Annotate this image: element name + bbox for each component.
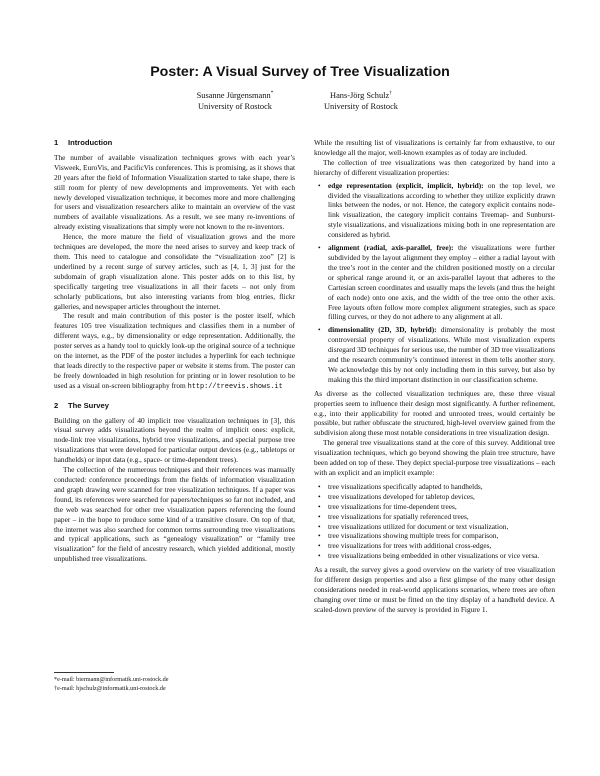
property-list — [314, 181, 555, 385]
list-item: • tree visualizations developed for tabletop devices, — [314, 492, 555, 502]
paper-title: Poster: A Visual Survey of Tree Visualization — [150, 64, 450, 80]
section-heading-introduction: 1 Introduction — [54, 138, 113, 147]
author-block-2 — [276, 88, 446, 112]
list-item: • tree visualizations for spatially referenced trees, — [314, 512, 555, 522]
survey-paragraph-4: As diverse as the collected visualization techniques are, these three visual properties seem to influence their design most significantly. A further refinement, e.g., into their applicability for rooted and unrooted trees, would certainly be possible, but rather obfuscate the structured, high-level overview gained from the subdivision along these most notable considerations in tree visualization design. — [314, 388, 555, 438]
survey-paragraph-3: The collection of tree visualizations was then categorized by hand into a hierarchy of different visualization properties: — [314, 157, 555, 177]
author-affiliation: University of Rostock — [198, 101, 272, 111]
author-name: Susanne Jürgensmann — [196, 90, 271, 100]
list-item: • tree visualizations specifically adapted to handhelds, — [314, 482, 555, 492]
author-name: Hans-Jörg Schulz — [330, 90, 390, 100]
survey-paragraph-2-end: While the resulting list of visualizations is certainly far from exhaustive, to our knowledge all the major, well-known examples as of today are included. — [314, 138, 555, 157]
footnote-email-2: †e-mail: hjschulz@informatik.uni-rostock.de — [54, 684, 166, 692]
intro-paragraph-2: Hence, the more mature the field of visualization grows and the more techniques are developed, the more the need arises to survey and keep track of them. This need to catalogue and consolidate the “visualization zoo” [2] is underlined by a recent surge of survey articles, such as [4, 1, 3] just for the subdomain of graph visualization alone. This poster adds on to this list, by specifically targeting tree visualizations in all their facets – not only from scholarly publications, but also interesting variants from blog entries, flickr galleries, and newspaper articles throughout the internet. — [54, 232, 295, 311]
footnote-email-1: *e-mail: biermann@informatik.uni-rostock.de — [54, 676, 169, 683]
intro-paragraph-1: The number of available visualization techniques grows with each year’s Visweek, EuroVis, and PacificVis conferences. This is promising, as it shows that 20 years after the field of Information Visualization started to take shape, there is still room for plenty of new developments and improvements. Yet with each newly developed visualization technique, it becomes more and more challenging for users and visualization researchers alike to maintain an overview of the vast numbers of available visualizations. As a result, we see many re-inventions of already existing visualizations that simply were not known to the re-inventors. — [54, 152, 295, 232]
author-affiliation: University of Rostock — [324, 101, 398, 111]
list-item: • edge representation (explicit, implicit, hybrid): on the top level, we divided the visualizations according to whether they utilize explicitly drawn links between the nodes, or not. Hence, the category explicit contains node-link visualization, the category implicit contains Treemap- and Sunburst-style visualizations, and visualizations mixing both in one representation are considered as hybrid. — [314, 181, 555, 240]
download-url[interactable]: http://treevis.shows.it — [187, 382, 283, 391]
left-column — [54, 138, 295, 564]
author-footnote-mark: † — [389, 90, 392, 96]
list-item: • tree visualizations showing multiple trees for comparison, — [314, 531, 555, 541]
list-item: • tree visualizations for time-dependent trees, — [314, 502, 555, 512]
survey-paragraph-5: The general tree visualizations stand at the core of this survey. Additional tree visualization techniques, which go beyond showing the plain tree structure, have been added on top of these. They depict special-purpose tree visualizations – each with an explicit and an implicit example: — [314, 438, 555, 477]
list-item: • alignment (radial, axis-parallel, free): the visualizations were further subdivided by the layout alignment they employ – either a radial layout with the tree’s root in the center and the children positioned mostly on a circular or spherical range around it, or an axis-parallel layout that adheres to the Cartesian screen coordinates and usually maps the levels (and thus the height of each node) onto one axis, and the width of the tree onto the other axis. Free layouts often follow more complex alignment strategies, such as space filling curves, or they do not adhere to any alignment at all. — [314, 243, 555, 322]
intro-paragraph-3: The result and main contribution of this poster is the poster itself, which features 105 tree visualization techniques and classifies them in a number of different ways, e.g., by dimensionality or edge representation. Additionally, the poster serves as a handy tool to quickly look-up the original source of a technique on the internet, as the PDF of the poster includes a hyperlink for each technique that leads directly to the respective paper or website it stems from. The poster can be freely downloaded in high resolution for printing or in lower resolution to be used as a visual on-screen bibliography from http://treevis.shows.it — [54, 311, 295, 391]
list-item: • dimensionality (2D, 3D, hybrid): dimensionality is probably the most controversial property of visualizations. While most visualization experts disregard 3D techniques for serious use, the number of 3D tree visualizations and the research community’s continued interest in them tells another story. We acknowledge this by not only including them in this survey, but also by making this the third important distinction in our classification scheme. — [314, 325, 555, 384]
author-footnote-mark: * — [270, 90, 274, 96]
list-item: • tree visualizations utilized for document or text visualization, — [314, 522, 555, 532]
survey-paragraph-2-start: The collection of the numerous techniques and their references was manually conducted: conference proceedings from the fields of information visualization and graph drawing were scanned for tree visualization techniques. If a paper was found, its references were searched for papers/techniques so far not included, and the web was searched for other tree visualization papers referencing the found paper – in the hope to produce some kind of a transitive closure. On top of that, the internet was also searched for common terms surrounding tree visualizations and typical applications, such as “genealogy visualization” or “family tree visualization” for the field of ancestry research, which yielded additional, mostly unpublished tree visualizations. — [54, 465, 295, 564]
survey-paragraph-1: Building on the gallery of 40 implicit tree visualization techniques in [3], this visual survey adds visualizations beyond the realm of implicit ones: explicit, node-link tree visualizations, hybrid tree visualizations, and special purpose tree visualizations that were developed for particular output devices (e.g., tabletops or handhelds) or input data (e.g., space- or time-dependent trees). — [54, 415, 295, 465]
footnotes — [54, 672, 295, 694]
section-heading-survey: 2 The Survey — [54, 400, 109, 410]
list-item: • tree visualizations for trees with additional cross-edges, — [314, 541, 555, 551]
footnote-rule — [54, 672, 114, 673]
list-item: • tree visualizations being embedded in other visualizations or vice versa. — [314, 551, 555, 561]
survey-paragraph-6: As a result, the survey gives a good overview on the variety of tree visualization for different design properties and also a first glimpse of the many other design considerations needed in real-world applications scenarios, where trees are often changing over time or must be fitted on the tiny display of a handheld device. A scaled-down preview of the survey is provided in Figure 1. — [314, 565, 555, 614]
right-column — [314, 138, 555, 615]
special-purpose-list — [314, 482, 555, 561]
